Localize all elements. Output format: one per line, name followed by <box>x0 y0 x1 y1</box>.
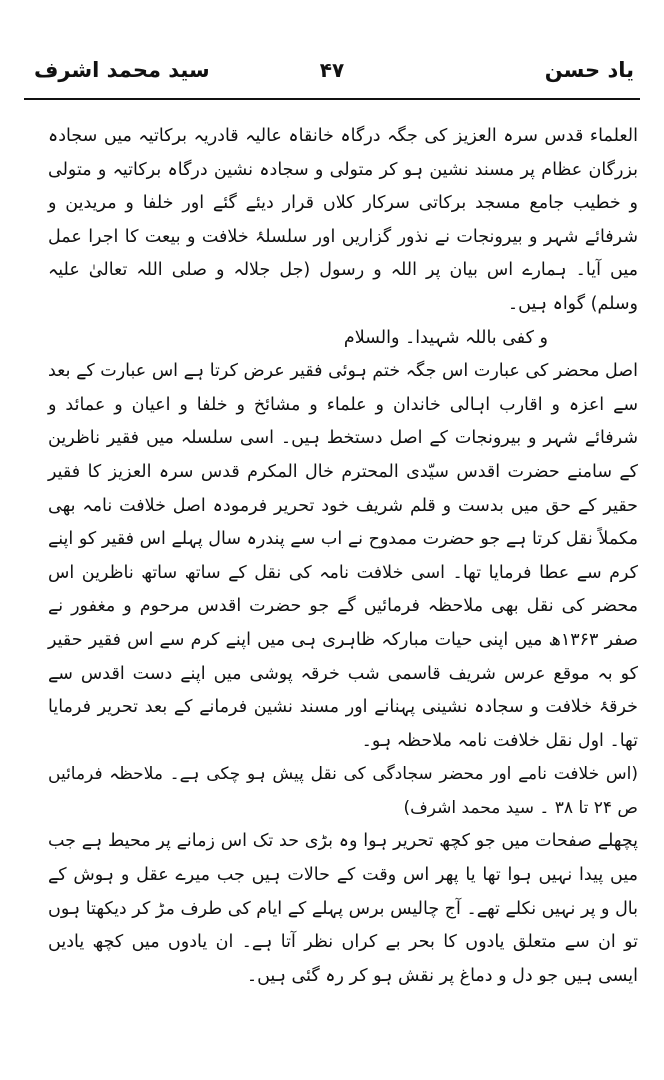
paragraph-1: العلماء قدس سرہ العزیز کی جگہ درگاہ خانقاہ عالیہ قادریہ برکاتیہ میں سجادہ بزرگان عظام پر مسند نشین ہو کر متولی و سجادہ نشین درگاہ برکاتیہ و متولی و خطیب جامع مسجد برکاتی سرکار کلاں قرار دیئے گئے اور خلفا و مریدین و شرفائے شہر و بیرونجات نے نذور گزاریں اور سلسلۂ خلافت و بیعت کا اجرا عمل میں آیا۔ ہمارے اس بیان پر اللہ و رسول (جل جلالہ و صلی اللہ تعالیٰ علیہ وسلم) گواہ ہیں۔ <box>48 126 638 314</box>
editor-note: (اس خلافت نامے اور محضر سجادگی کی نقل پیش ہو چکی ہے۔ ملاحظہ فرمائیں ص ۲۴ تا ۳۸ ۔ سید محمد اشرف) <box>48 764 638 818</box>
running-header <box>20 58 644 92</box>
paragraph-3: پچھلے صفحات میں جو کچھ تحریر ہوا وہ بڑی حد تک اس زمانے پر محیط ہے جب میں پیدا نہیں ہوا تھا یا پھر اس وقت کے حالات ہیں جب میرے عقل و ہوش کے بال و پر نہیں نکلے تھے۔ آج چالیس برس پہلے کے ایام کی طرف مڑ کر دیکھتا ہوں تو ان سے متعلق یادوں کا بحر بے کراں نظر آتا ہے۔ ان یادوں میں کچھ یادیں ایسی ہیں جو دل و دماغ پر نقش ہو کر رہ گئی ہیں۔ <box>48 831 638 986</box>
author-name: سید محمد اشرف <box>34 58 210 82</box>
page-number: ۴۷ <box>319 58 345 82</box>
header-divider <box>24 98 640 100</box>
page-body <box>48 120 638 993</box>
book-title: یاد حسن <box>544 58 634 82</box>
closing-salutation: و کفی باللہ شہیدا۔ والسلام <box>343 327 548 348</box>
paragraph-2: اصل محضر کی عبارت اس جگہ ختم ہوئی فقیر عرض کرتا ہے اس عبارت کے بعد سے اعزہ و اقارب اہالی خاندان و علماء و مشائخ و خلفا و اعیان و عمائد و شرفائے شہر و بیرونجات کے اصل دستخط ہیں۔ اسی سلسلہ میں فقیر ناظرین کے سامنے حضرت اقدس سیّدی المحترم خال المکرم قدس سرہ العزیز کا فقیر حقیر کے حق میں بدست و قلم شریف خود تحریر فرمودہ اصل خلافت نامہ بھی مکملاً نقل کرتا ہے جو حضرت ممدوح نے اب سے پندرہ سال پہلے اس فقیر کو اپنے کرم سے عطا فرمایا تھا۔ اسی خلافت نامہ کی نقل کے ساتھ ساتھ ناظرین اس محضر کی نقل بھی ملاحظہ فرمائیں گے جو حضرت اقدس مرحوم و مغفور نے صفر ۱۳۶۳ھ میں اپنی حیات مبارکہ ظاہری ہی میں اپنے کرم سے اس فقیر حقیر کو بہ موقع عرس شریف قاسمی شب خرقہ پوشی میں اپنے دست اقدس سے خرقۂ خلافت و سجادہ نشینی پہنانے اور مسند نشین فرمانے کے بعد تحریر فرمایا تھا۔ اول نقل خلافت نامہ ملاحظہ ہو۔ <box>48 361 638 751</box>
